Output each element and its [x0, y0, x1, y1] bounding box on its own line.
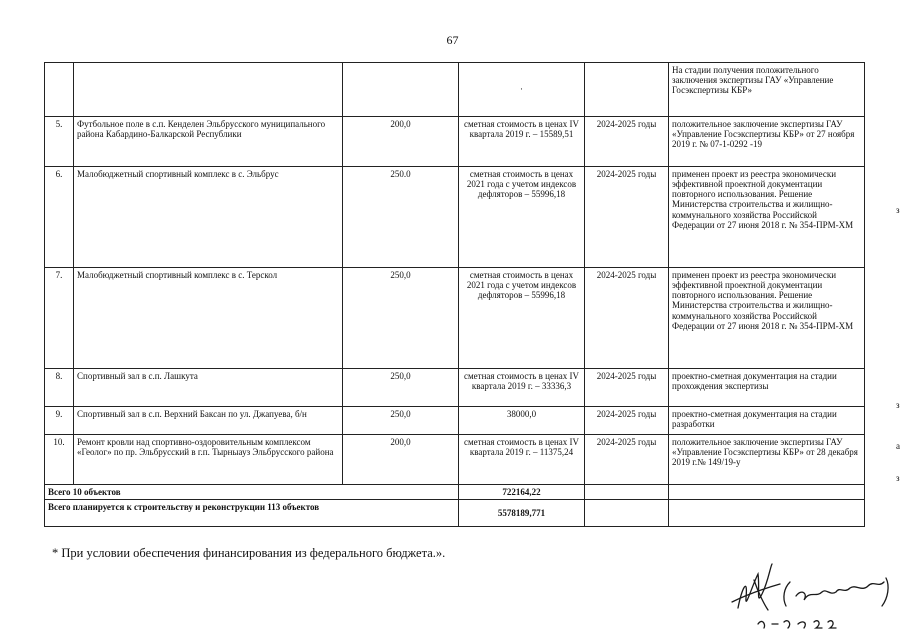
cell-note: [669, 485, 865, 500]
cell-num: [45, 63, 74, 117]
cell-name: Ремонт кровли над спортивно-оздоровительным комплексом «Геолог» по пр. Эльбрусский в г.п. Тырныауз Эльбрусского района: [74, 435, 343, 485]
table-row: [45, 167, 865, 268]
margin-mark: з: [896, 400, 900, 410]
cell-name: Спортивный зал в с.п. Верхний Баксан по ул. Джапуева, б/н: [74, 407, 343, 435]
cell-capacity: 250,0: [343, 369, 459, 407]
cell-period: [585, 485, 669, 500]
cell-num: 5.: [45, 117, 74, 167]
cell-capacity: 250.0: [343, 167, 459, 268]
cell-period: [585, 500, 669, 527]
cell-name: [74, 63, 343, 117]
cell-num: 6.: [45, 167, 74, 268]
cell-note: положительное заключение экспертизы ГАУ «Управление Госэкспертизы КБР» от 27 ноября 2019 г. № 07-1-0292 -19: [669, 117, 865, 167]
cell-period: 2024-2025 годы: [585, 117, 669, 167]
cell-period: 2024-2025 годы: [585, 435, 669, 485]
table-row: [45, 407, 865, 435]
cell-period: 2024-2025 годы: [585, 407, 669, 435]
margin-mark: а: [896, 441, 900, 451]
cell-note: проектно-сметная документация на стадии прохождения экспертизы: [669, 369, 865, 407]
cell-period: 2024-2025 годы: [585, 369, 669, 407]
cell-name: Футбольное поле в с.п. Кенделен Эльбрусского муниципального района Кабардино-Балкарской Республики: [74, 117, 343, 167]
cell-cost: сметная стоимость в ценах IV квартала 2019 г. – 15589,51: [459, 117, 585, 167]
cell-period: 2024-2025 годы: [585, 268, 669, 369]
table-row: [45, 369, 865, 407]
cell-note: применен проект из реестра экономически эффективной проектной документации повторного использования. Решение Министерства строительства и жилищно-коммунального хозяйства Российской Федерации от 27 июня 2018 г. № 354-ПРМ-ХМ: [669, 268, 865, 369]
cell-note: проектно-сметная документация на стадии разработки: [669, 407, 865, 435]
total-label: Всего 10 объектов: [45, 485, 459, 500]
cell-num: 8.: [45, 369, 74, 407]
cell-note: На стадии получения положительного заключения экспертизы ГАУ «Управление Госэкспертизы КБР»: [669, 63, 865, 117]
cell-note: положительное заключение экспертизы ГАУ «Управление Госэкспертизы КБР» от 28 декабря 2019 г.№ 149/19-у: [669, 435, 865, 485]
cell-num: 9.: [45, 407, 74, 435]
margin-mark: з: [896, 473, 900, 483]
cell-period: [585, 63, 669, 117]
cell-note: [669, 500, 865, 527]
footnote: * При условии обеспечения финансирования из федерального бюджета.».: [52, 546, 446, 560]
cell-name: Спортивный зал в с.п. Лашкута: [74, 369, 343, 407]
table-row: [45, 117, 865, 167]
cell-num: 7.: [45, 268, 74, 369]
cell-cost: сметная стоимость в ценах 2021 года с учетом индексов дефляторов – 55996,18: [459, 268, 585, 369]
cell-cost: сметная стоимость в ценах 2021 года с учетом индексов дефляторов – 55996,18: [459, 167, 585, 268]
margin-mark: з: [896, 205, 900, 215]
cell-cost: [459, 63, 585, 117]
table-row: [45, 268, 865, 369]
cell-period: 2024-2025 годы: [585, 167, 669, 268]
objects-table: [44, 62, 865, 527]
cell-cost: сметная стоимость в ценах IV квартала 2019 г. – 11375,24: [459, 435, 585, 485]
handwritten-signature: [718, 558, 905, 638]
cell-capacity: 200,0: [343, 435, 459, 485]
cell-capacity: [343, 63, 459, 117]
cell-cost: 38000,0: [459, 407, 585, 435]
cell-capacity: 250,0: [343, 407, 459, 435]
table-row-grand-total: [45, 500, 865, 527]
cell-cost: сметная стоимость в ценах IV квартала 2019 г. – 33336,3: [459, 369, 585, 407]
page-number: 67: [446, 33, 459, 47]
grand-total-value: 5578189,771: [459, 500, 585, 527]
cell-note: применен проект из реестра экономически эффективной проектной документации повторного использования. Решение Министерства строительства и жилищно-коммунального хозяйства Российской Федерации от 27 июня 2018 г. № 354-ПРМ-ХМ: [669, 167, 865, 268]
table-row-continuation: [45, 63, 865, 117]
cell-capacity: 200,0: [343, 117, 459, 167]
cost-mark: ·: [520, 84, 523, 95]
cell-name: Малобюджетный спортивный комплекс в с. Терскол: [74, 268, 343, 369]
total-value: 722164,22: [459, 485, 585, 500]
cell-num: 10.: [45, 435, 74, 485]
cell-name: Малобюджетный спортивный комплекс в с. Эльбрус: [74, 167, 343, 268]
grand-total-label: Всего планируется к строительству и реконструкции 113 объектов: [45, 500, 459, 527]
cell-capacity: 250,0: [343, 268, 459, 369]
table-row: [45, 435, 865, 485]
table-row-total: [45, 485, 865, 500]
